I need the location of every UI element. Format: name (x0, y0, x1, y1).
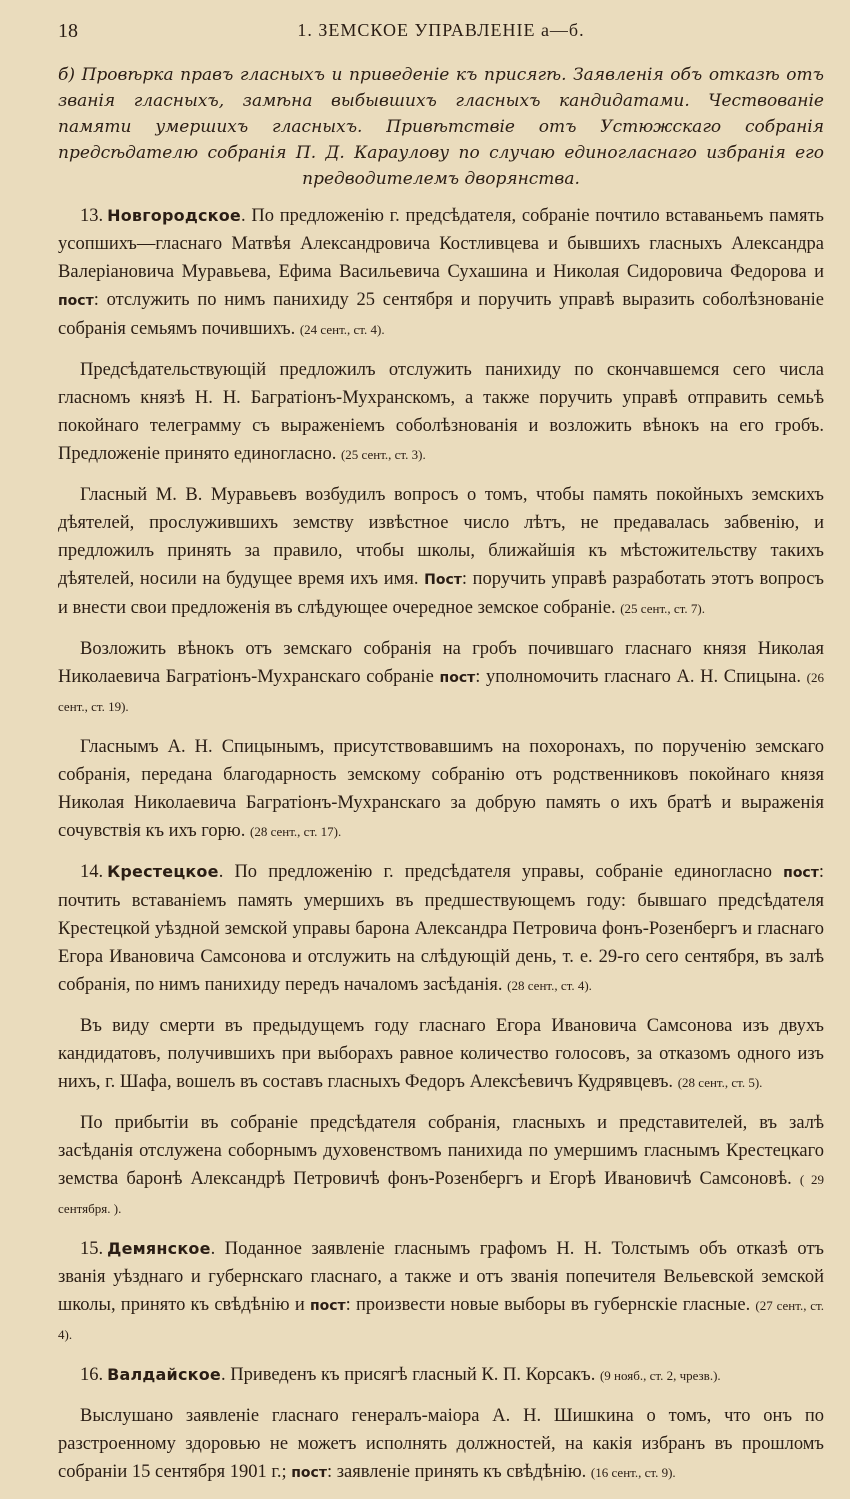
item-number: 14. (80, 862, 104, 882)
paragraph (58, 635, 824, 721)
citation: (28 сент., ст. 5). (677, 1075, 763, 1090)
section-name: Крестецкое (107, 862, 219, 881)
citation: (9 нояб., ст. 2, чрезв.). (599, 1368, 721, 1383)
resolution-label: Пост (424, 572, 462, 588)
paragraph-text: : поручить управѣ разработать этотъ вопросъ и внести свои предложенія въ слѣдующее очередное земское собраніе. (58, 569, 824, 618)
paragraph (58, 481, 824, 623)
citation: (26 сент., ст. 19). (58, 670, 825, 714)
page-header (58, 18, 824, 48)
paragraph (58, 1109, 824, 1223)
paragraph-text: . По предложенію г. предсѣдателя управы, собраніе единогласно (218, 862, 784, 882)
paragraph-text: Возложить вѣнокъ отъ земскаго собранія на гробъ почившаго гласнаго князя Николая Николаевича Багратіонъ-Мухранскаго собраніе (58, 639, 824, 687)
citation: ( 29 сентября. ). (58, 1172, 824, 1216)
resolution-label: пост (783, 865, 819, 881)
section-name: Демянское (107, 1239, 211, 1258)
paragraph (58, 356, 824, 469)
resolution-label: пост (439, 670, 476, 686)
section-summary: б) Провѣрка правъ гласныхъ и приведеніе къ присягѣ. Заявленія объ отказѣ отъ званія гласныхъ, замѣна выбывшихъ гласныхъ кандидатами. Чествованіе памяти умершихъ гласныхъ. Привѣтствіе отъ Устюжскаго собранія предсѣдателю собранія П. Д. Караулову по случаю единогласнаго избранія его предводителемъ дворянства. (58, 65, 824, 189)
paragraph-16 (58, 1361, 824, 1390)
resolution-label: пост (58, 293, 94, 309)
paragraph (58, 1012, 824, 1097)
paragraph (58, 733, 824, 846)
item-number: 16. (80, 1365, 104, 1385)
paragraph-text: Гласнымъ А. Н. Спицынымъ, присутствовавшимъ на похоронахъ, по порученію земскаго собранія, передана благодарность земскому собранію отъ родственниковъ покойнаго князя Николая Николаевича Багратіонъ-Мухранскаго за добрую память о ихъ братѣ и выраженія сочувствія къ ихъ горю. (58, 737, 824, 841)
item-number: 15. (80, 1239, 104, 1259)
citation: (25 сент., ст. 3). (340, 447, 426, 462)
paragraph-text: Выслушано заявленіе гласнаго генералъ-маіора А. Н. Шишкина о томъ, что онъ по разстроенному здоровью не можетъ исполнять должностей, на какія избранъ въ прошломъ собраніи 15 сентября 1901 г.; (58, 1406, 824, 1482)
citation: (24 сент., ст. 4). (299, 322, 385, 337)
paragraph-text: Въ виду смерти въ предыдущемъ году гласнаго Егора Ивановича Самсонова изъ двухъ кандидатовъ, получившихъ при выборахъ равное количество голосовъ, за отказомъ одного изъ нихъ, г. Шафа, вошелъ въ составъ гласныхъ Федоръ Алексѣевичъ Кудрявцевъ. (58, 1016, 824, 1092)
paragraph-text: . Приведенъ къ присягѣ гласный К. П. Корсакъ. (220, 1365, 596, 1385)
citation: (16 сент., ст. 9). (590, 1465, 676, 1480)
section-name: Валдайское (107, 1365, 221, 1384)
paragraph-text: По прибытіи въ собраніе предсѣдателя собранія, гласныхъ и представителей, въ залѣ засѣданія отслужена соборнымъ духовенствомъ панихида по умершимъ гласнымъ Крестецкаго земства баронѣ Александрѣ Петровичѣ фонъ-Розенбергъ и Егорѣ Ивановичѣ Самсоновѣ. (58, 1113, 824, 1189)
resolution-label: пост (309, 1298, 346, 1314)
document-page (58, 18, 824, 1499)
resolution-label: пост (291, 1465, 327, 1481)
paragraph-13 (58, 202, 824, 344)
paragraph-text: Гласный М. В. Муравьевъ возбудилъ вопросъ о томъ, чтобы память покойныхъ земскихъ дѣятелей, прослужившихъ земству извѣстное число лѣтъ, не предавалась забвенію, и предложилъ принять за правило, чтобы школы, ближайшія къ мѣстожительству такихъ дѣятелей, носили на будущее время ихъ имя. (58, 485, 824, 589)
item-number: 13. (80, 206, 104, 226)
section-name: Новгородское (107, 206, 241, 225)
paragraph-text: : уполномочить гласнаго А. Н. Спицына. (475, 667, 802, 687)
page-number: 18 (58, 20, 78, 42)
citation: (28 сент., ст. 4). (507, 978, 592, 993)
paragraph-text: . По предложенію г. предсѣдателя, собраніе почтило вставаньемъ память усопшихъ—гласнаго Матвѣя Александровича Костливцева и бывшихъ гласныхъ Александра Валеріановича Муравьева, Ефима Васильевича Сухашина и Николая Сидоровича Федорова и (58, 206, 824, 282)
citation: (25 сент., ст. 7). (620, 601, 705, 616)
paragraph-text: Предсѣдательствующій предложилъ отслужить панихиду по скончавшемся сего числа гласномъ князѣ Н. Н. Багратіонъ-Мухранскомъ, а также поручить управѣ отправить семьѣ покойнаго телеграмму съ выраженіемъ соболѣзнованія и возложить вѣнокъ на его гробъ. Предложеніе принято единогласно. (58, 360, 824, 464)
paragraph-text: . Поданное заявленіе гласнымъ графомъ Н. Н. Толстымъ объ отказѣ отъ званія уѣзднаго и губернскаго гласнаго, а также и отъ званія попечителя Вельевской земской школы, принято къ свѣдѣнію и (58, 1239, 824, 1315)
paragraph (58, 1402, 824, 1487)
paragraph-text: : заявленіе принять къ свѣдѣнію. (326, 1462, 587, 1482)
paragraph-text: : почтить вставаніемъ память умершихъ въ предшествующемъ году: бывшаго предсѣдателя Крестецкой уѣздной земской управы барона Александра Петровича фонъ-Розенбергъ и гласнаго Егора Ивановича Самсонова и отслужить на слѣдующій день, т. е. 29-го сего сентября, въ залѣ собранія, по нимъ панихиду передъ началомъ засѣданія. (58, 862, 824, 995)
running-title: 1. ЗЕМСКОЕ УПРАВЛЕНІЕ а—б. (297, 20, 585, 40)
citation: (27 сент., ст. 4). (58, 1298, 825, 1342)
citation: (28 сент., ст. 17). (249, 824, 342, 839)
paragraph-text: : произвести новые выборы въ губернскіе гласные. (345, 1295, 751, 1315)
paragraph-15 (58, 1235, 824, 1349)
paragraph-14 (58, 858, 824, 1000)
paragraph-text: : отслужить по нимъ панихиду 25 сентября и поручить управѣ выразить соболѣзнованіе собранія семьямъ почившихъ. (58, 290, 824, 339)
